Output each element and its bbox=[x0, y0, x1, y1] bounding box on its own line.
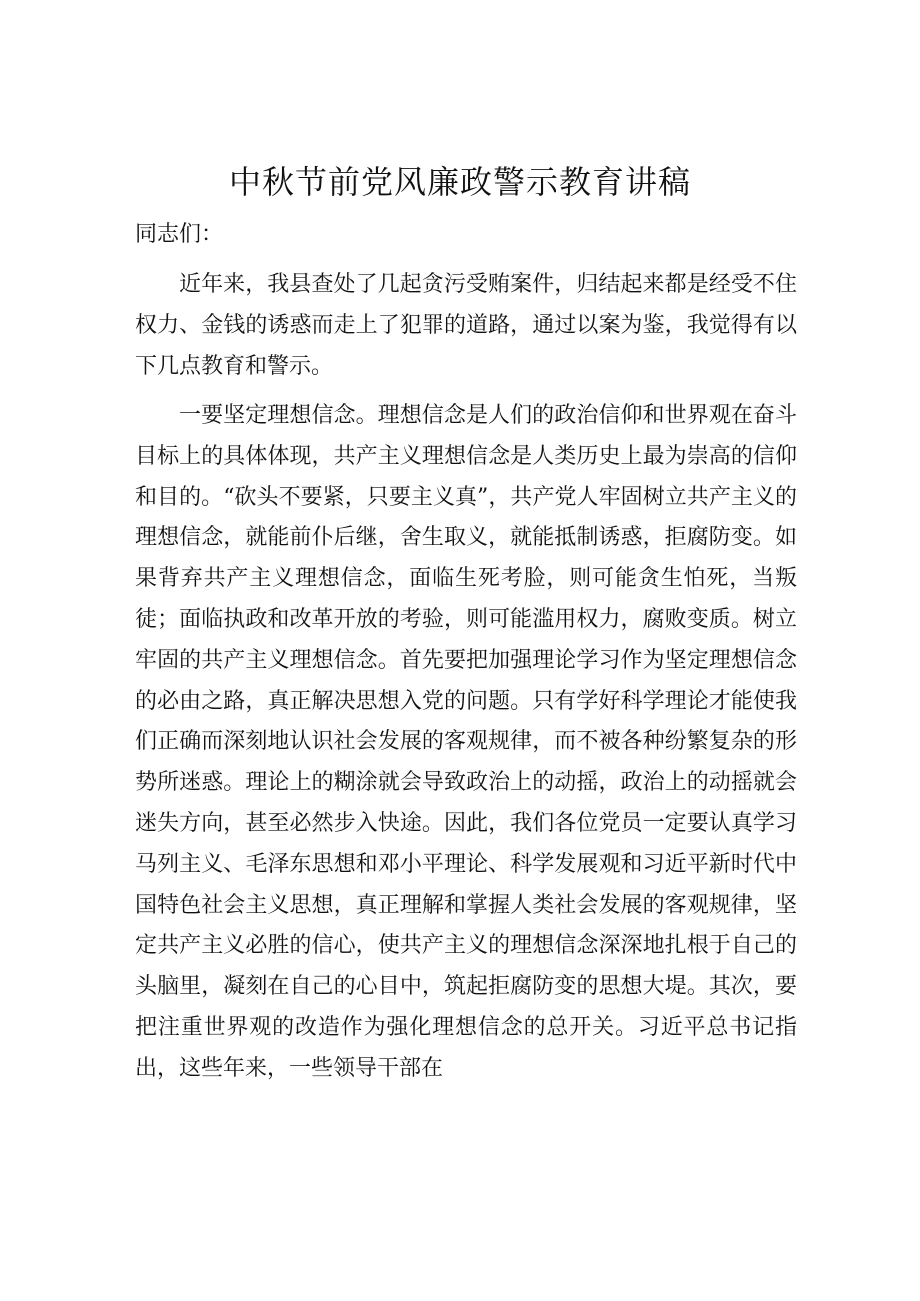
paragraph-intro: 近年来，我县查处了几起贪污受贿案件，归结起来都是经受不住权力、金钱的诱惑而走上了犯罪的道路，通过以案为鉴，我觉得有以下几点教育和警示。 bbox=[135, 272, 797, 379]
document-title: 中秋节前党风廉政警示教育讲稿 bbox=[228, 163, 691, 201]
paragraph-ideals-and-beliefs: 一要坚定理想信念。理想信念是人们的政治信仰和世界观在奋斗目标上的具体体现，共产主义理想信念是人类历史上最为崇高的信仰和目的。“砍头不要紧，只要主义真”，共产党人牢固树立共产主义的理想信念，就能前仆后继，舍生取义，就能抵制诱惑，拒腐防变。如果背弃共产主义理想信念，面临生死考脸，则可能贪生怕死，当叛徒；面临执政和改革开放的考验，则可能滥用权力，腐败变质。树立牢固的共产主义理想信念。首先要把加强理论学习作为坚定理想信念的必由之路，真正解决思想入党的问题。只有学好科学理论才能使我们正确而深刻地认识社会发展的客观规律，而不被各种纷繁复杂的形势所迷惑。理论上的糊涂就会导致政治上的动摇，政治上的动摇就会迷失方向，甚至必然步入快途。因此，我们各位党员一定要认真学习马列主义、毛泽东思想和邓小平理论、科学发展观和习近平新时代中国特色社会主义思想，真正理解和掌握人类社会发展的客观规律，坚定共产主义必胜的信心，使共产主义的理想信念深深地扎根于自己的头脑里，凝刻在自己的心目中，筑起拒腐防变的思想大堤。其次，要把注重世界观的改造作为强化理想信念的总开关。习近平总书记指出，这些年来，一些领导干部在 bbox=[135, 403, 797, 1081]
salutation: 同志们： bbox=[135, 222, 224, 247]
